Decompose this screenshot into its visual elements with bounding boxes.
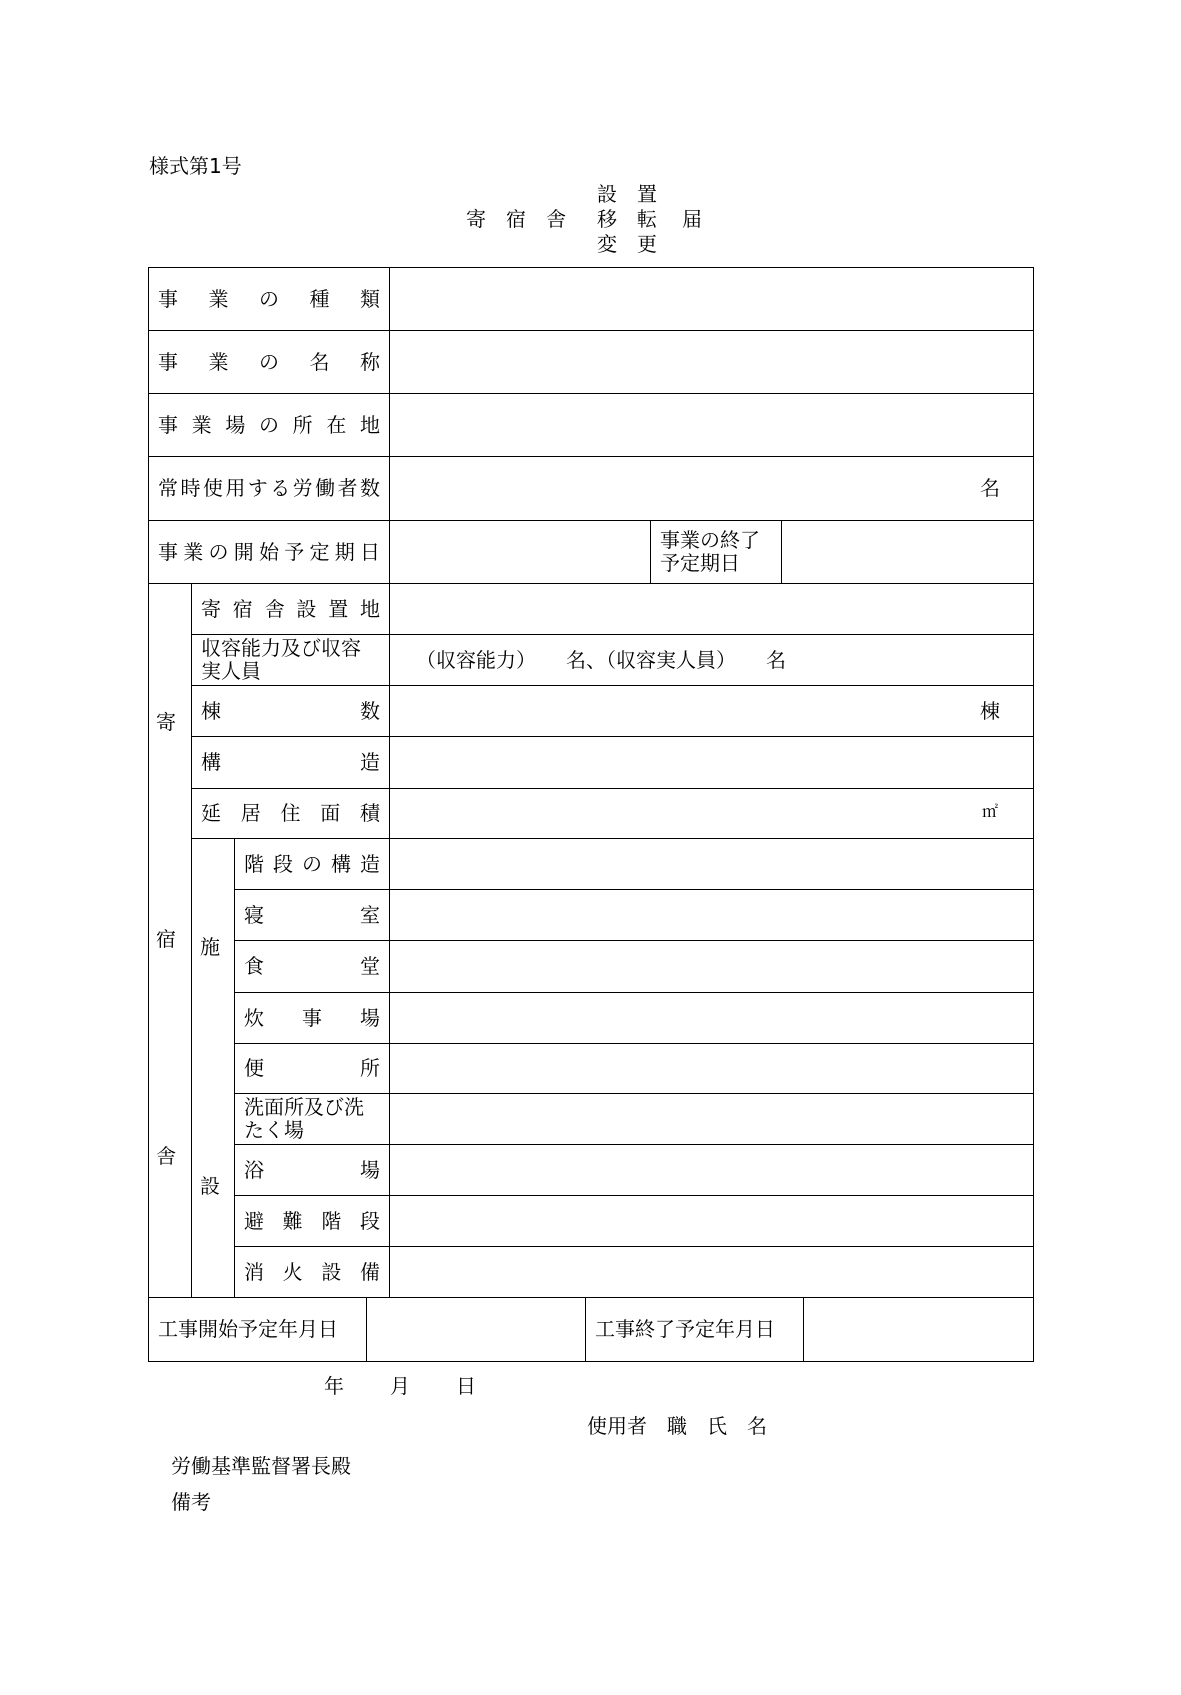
facility-label: 浴場 <box>244 1157 380 1182</box>
title-option-setup: 設 置 <box>597 182 657 206</box>
business-location-field[interactable] <box>389 393 1034 457</box>
form-number: 様式第1号 <box>149 154 242 178</box>
toilet-field[interactable] <box>389 1043 1034 1094</box>
capacity-value: （収容能力） 名、（収容実人員） 名 <box>416 648 786 672</box>
construction-start-label: 工事開始予定年月日 <box>158 1317 338 1341</box>
title-option-change: 変 更 <box>597 232 657 256</box>
workers-count-label: 常時使用する労働者数 <box>158 476 380 500</box>
floor-area-field[interactable] <box>389 788 1034 839</box>
buildings-unit: 棟 <box>980 699 1000 723</box>
facilities-char: 設 <box>200 1174 220 1198</box>
title-prefix: 寄 宿 舎 <box>466 207 566 231</box>
end-date-field[interactable] <box>781 520 1034 584</box>
facilities-char: 施 <box>200 935 220 959</box>
facility-label: 消火設備 <box>244 1259 380 1284</box>
capacity-label: 収容能力及び収容実人員 <box>201 636 361 683</box>
remarks: 備考 <box>171 1490 211 1514</box>
bedroom-field[interactable] <box>389 889 1034 941</box>
floor-area-label: 延居住面積 <box>201 801 380 825</box>
facility-label: 食堂 <box>244 954 380 978</box>
stairs-structure-field[interactable] <box>389 838 1034 890</box>
date-month: 月 <box>390 1374 410 1398</box>
structure-field[interactable] <box>389 736 1034 789</box>
workers-unit: 名 <box>980 476 1000 500</box>
construction-end-label: 工事終了予定年月日 <box>595 1317 775 1341</box>
business-location-label: 事業場の所在地 <box>158 412 380 437</box>
bath-field[interactable] <box>389 1144 1034 1196</box>
site-field[interactable] <box>389 583 1034 635</box>
escape-stairs-field[interactable] <box>389 1195 1034 1247</box>
title-suffix: 届 <box>682 207 702 231</box>
date-year: 年 <box>324 1374 344 1398</box>
structure-label: 構造 <box>201 750 380 774</box>
business-type-field[interactable] <box>389 267 1034 331</box>
dormitory-char: 寄 <box>156 710 176 734</box>
facility-label: 避難階段 <box>244 1208 380 1233</box>
fire-equipment-field[interactable] <box>389 1246 1034 1298</box>
start-date-field[interactable] <box>389 520 651 584</box>
end-date-label: 事業の終了予定期日 <box>660 528 760 575</box>
facility-label: 炊事場 <box>244 1005 380 1030</box>
construction-end-field[interactable] <box>803 1297 1034 1362</box>
facilities-group-cell <box>191 838 235 1298</box>
site-label: 寄宿舎設置地 <box>201 596 380 621</box>
workers-count-field[interactable] <box>389 456 1034 521</box>
kitchen-field[interactable] <box>389 992 1034 1044</box>
employer-signature: 使用者 職 氏 名 <box>587 1414 767 1438</box>
start-date-label: 事業の開始予定期日 <box>158 539 380 564</box>
business-type-label: 事業の種類 <box>158 286 380 311</box>
business-name-label: 事業の名称 <box>158 349 380 374</box>
facility-label: 便所 <box>244 1056 380 1080</box>
dormitory-char: 舎 <box>156 1144 176 1168</box>
buildings-label: 棟数 <box>201 698 380 723</box>
washroom-field[interactable] <box>389 1093 1034 1145</box>
facility-label: 寝室 <box>244 902 380 927</box>
facility-label: 階段の構造 <box>244 851 380 876</box>
buildings-field[interactable] <box>389 685 1034 737</box>
date-day: 日 <box>456 1374 476 1398</box>
dormitory-char: 宿 <box>156 927 176 951</box>
facility-label: 洗面所及び洗たく場 <box>244 1095 364 1142</box>
dining-field[interactable] <box>389 940 1034 993</box>
addressee: 労働基準監督署長殿 <box>171 1454 351 1478</box>
title-option-move: 移 転 <box>597 207 657 231</box>
business-name-field[interactable] <box>389 330 1034 394</box>
construction-start-field[interactable] <box>366 1297 586 1362</box>
floor-area-unit: ㎡ <box>982 802 999 821</box>
